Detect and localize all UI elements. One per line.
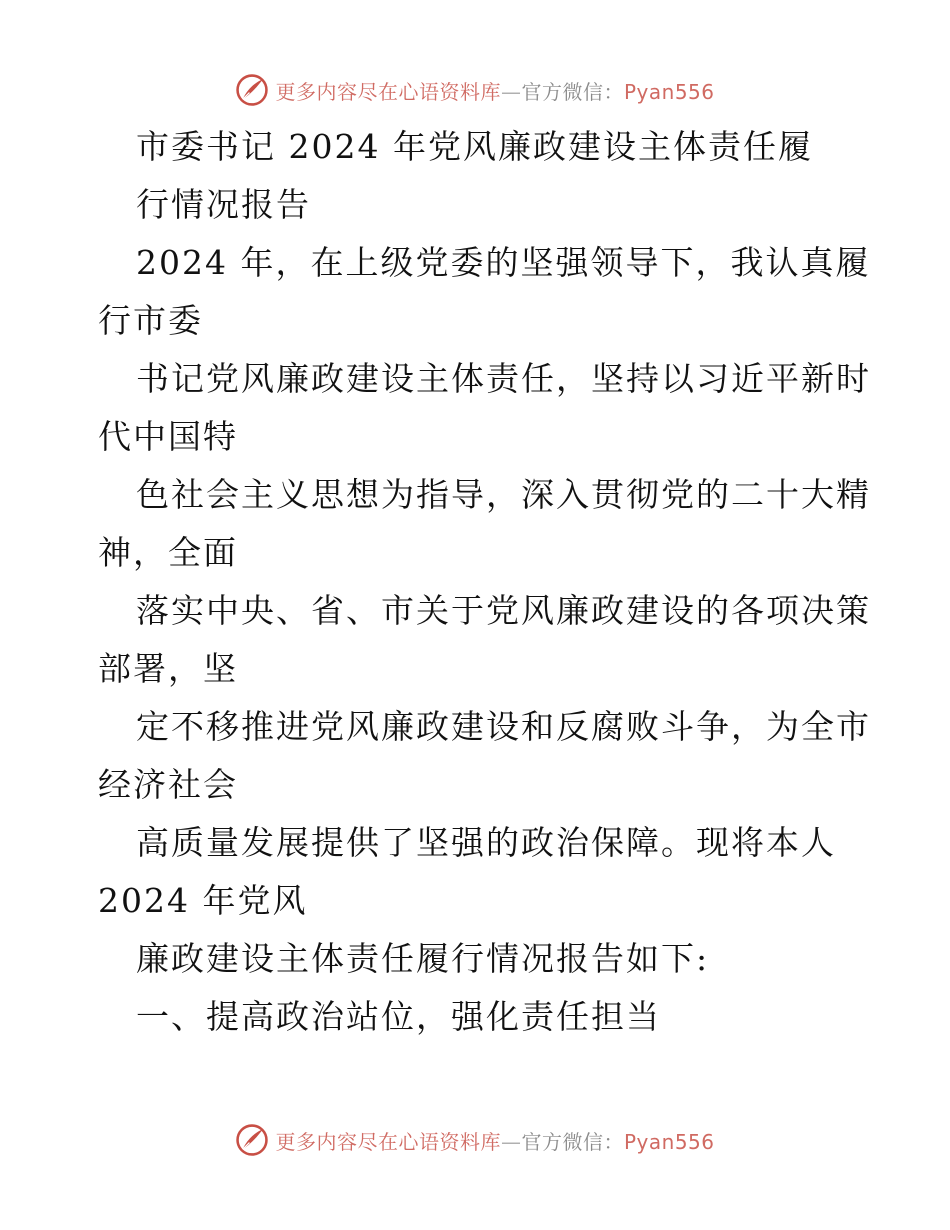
paragraph-line: 色社会主义思想为指导，深入贯彻党的二十大精 <box>136 475 871 514</box>
paragraph-line: 高质量发展提供了坚强的政治保障。现将本人 <box>136 823 836 862</box>
watermark-text: 更多内容尽在心语资料库—官方微信：Pyan556 <box>275 1129 715 1154</box>
document-title-line-2: 行情况报告 <box>136 185 311 224</box>
paragraph-line: 2024 年，在上级党委的坚强领导下，我认真履 <box>136 243 871 282</box>
paragraph-line: 廉政建设主体责任履行情况报告如下: <box>136 939 710 978</box>
footer-watermark <box>0 1120 950 1160</box>
paragraph-line: 落实中央、省、市关于党风廉政建设的各项决策 <box>136 591 871 630</box>
paragraph-line: 经济社会 <box>98 765 238 804</box>
header-watermark <box>0 70 950 110</box>
paragraph-line: 神，全面 <box>98 533 238 572</box>
document-title-line-1: 市委书记 2024 年党风廉政建设主体责任履 <box>136 127 813 166</box>
section-heading: 一、提高政治站位，强化责任担当 <box>136 997 661 1036</box>
quill-pen-icon <box>235 73 269 107</box>
paragraph-line: 2024 年党风 <box>98 881 308 920</box>
paragraph-line: 代中国特 <box>98 417 238 456</box>
paragraph-line: 部署，坚 <box>98 649 238 688</box>
watermark-text: 更多内容尽在心语资料库—官方微信：Pyan556 <box>275 79 715 104</box>
paragraph-line: 书记党风廉政建设主体责任，坚持以习近平新时 <box>136 359 871 398</box>
quill-pen-icon <box>235 1123 269 1157</box>
paragraph-line: 定不移推进党风廉政建设和反腐败斗争，为全市 <box>136 707 871 746</box>
paragraph-line: 行市委 <box>98 301 203 340</box>
